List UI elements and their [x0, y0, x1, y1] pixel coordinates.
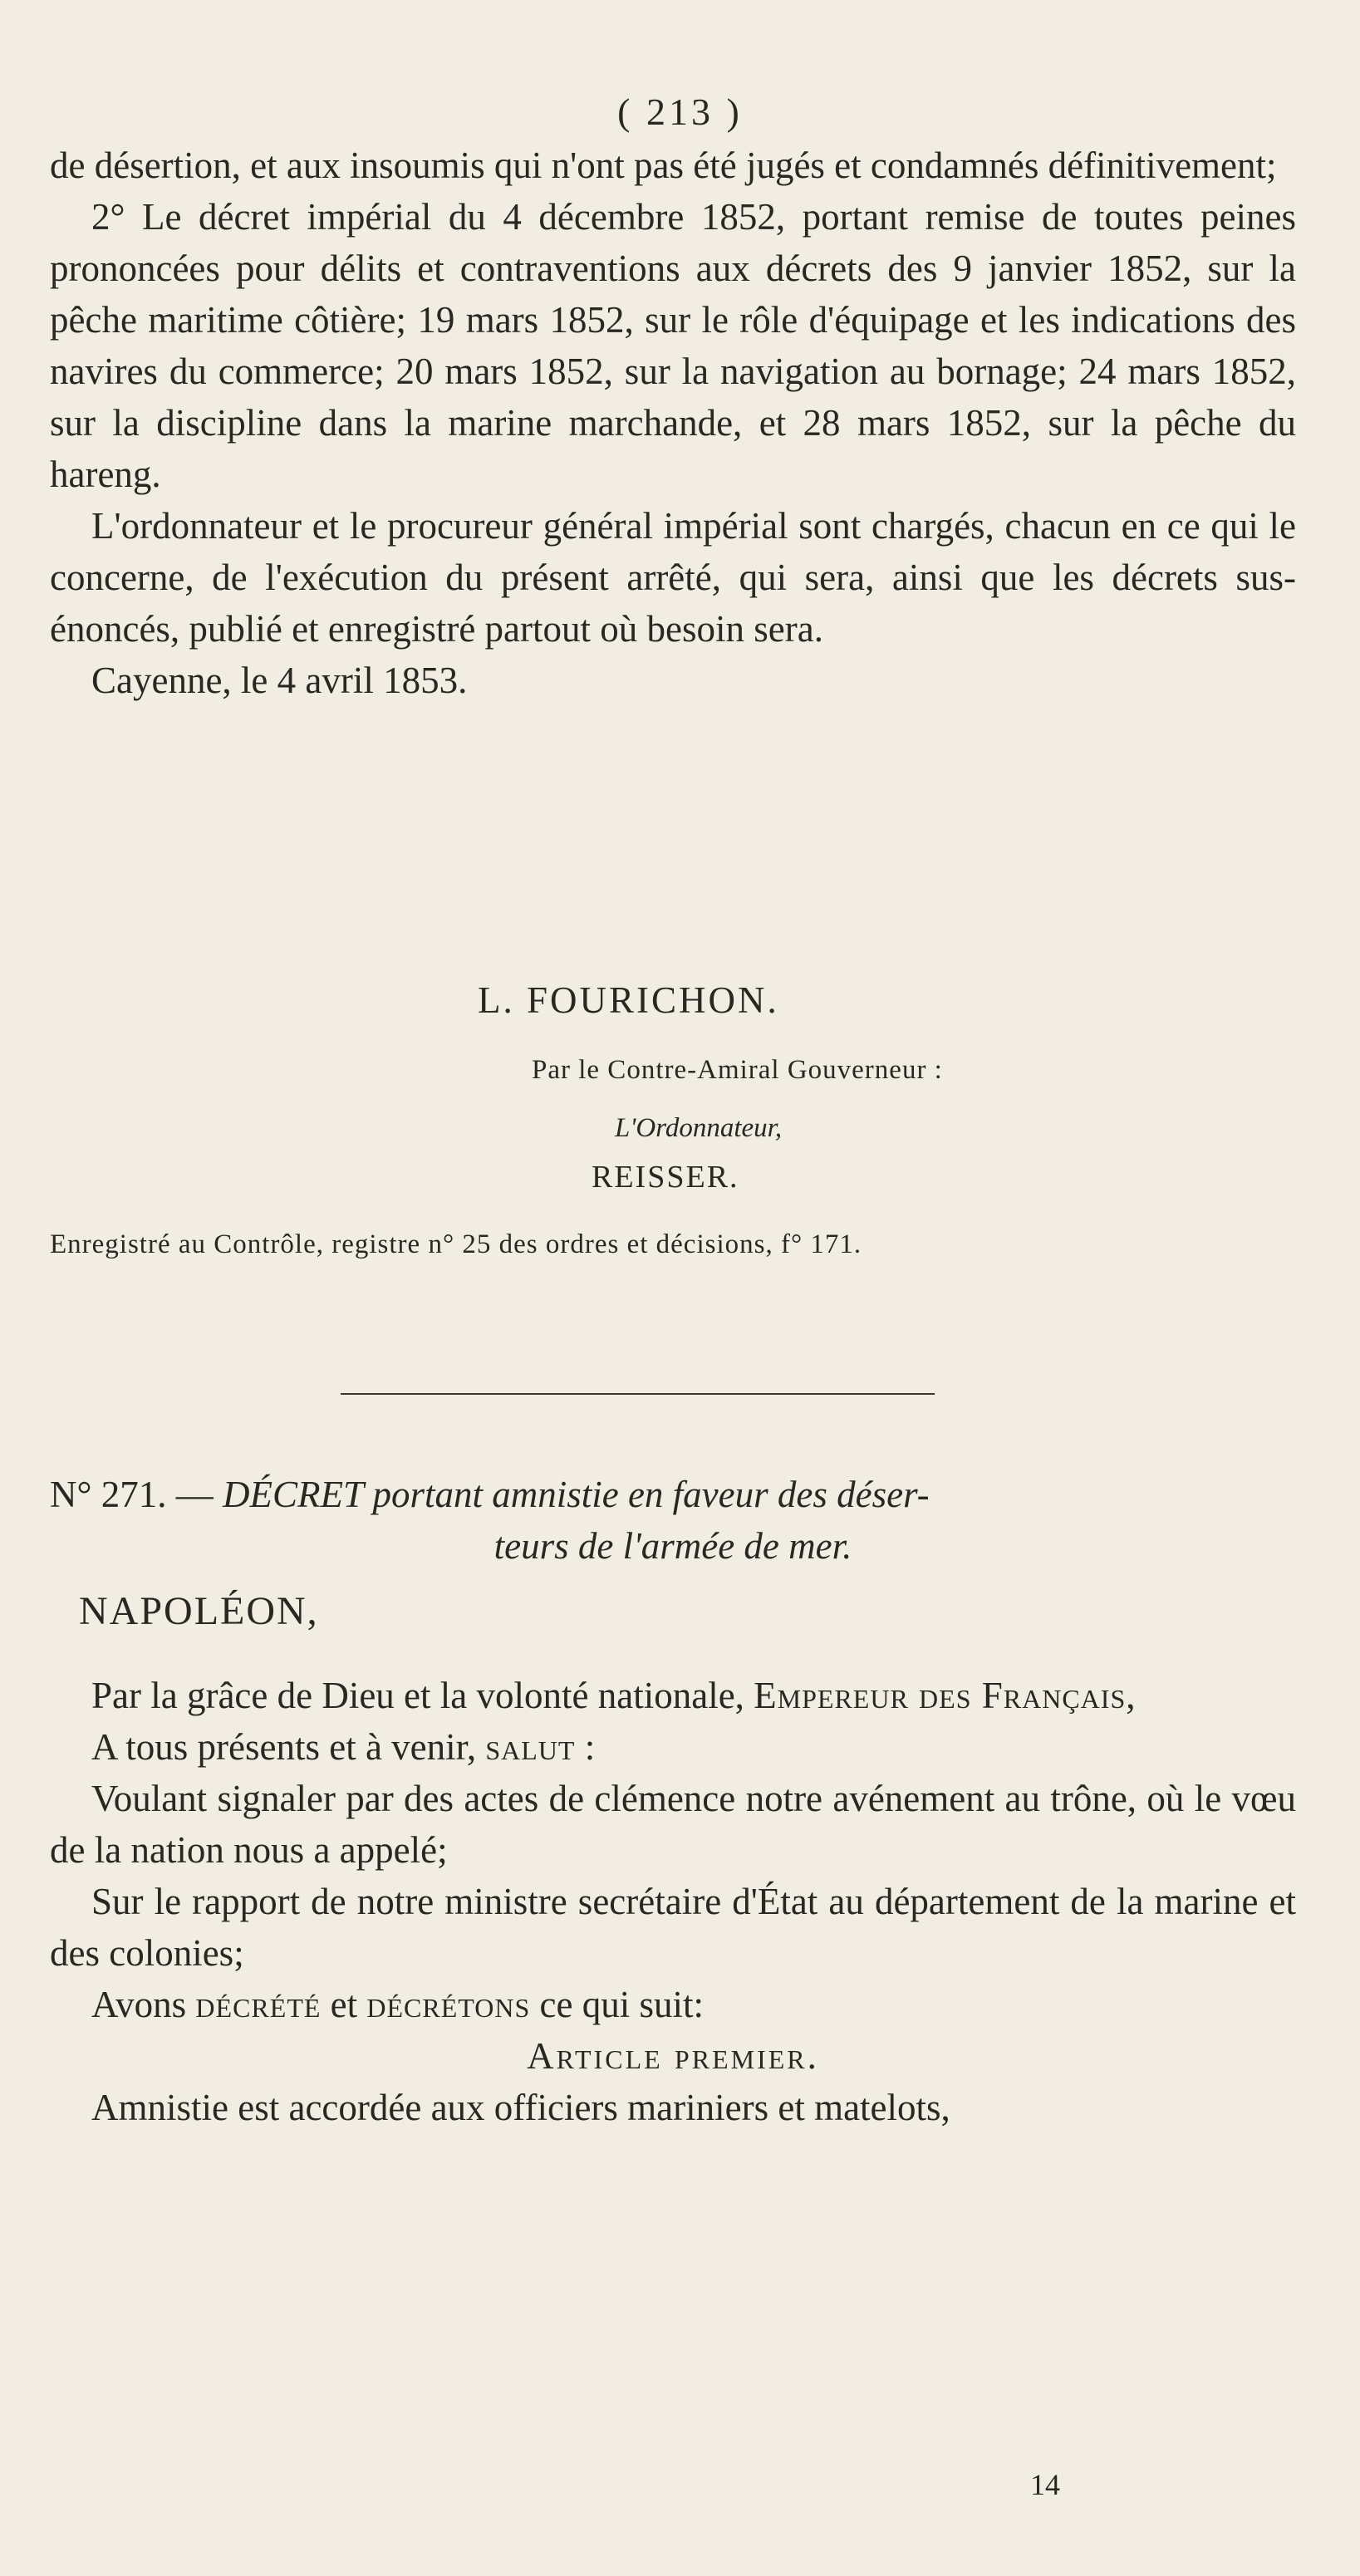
signature-by-line: Par le Contre-Amiral Gouverneur : — [532, 1055, 943, 1085]
page-number-header: ( 213 ) — [617, 91, 743, 133]
section-divider — [341, 1393, 935, 1395]
governor-signature: L. FOURICHON. — [478, 979, 779, 1021]
paragraph-decree-reference: 2° Le décret impérial du 4 décembre 1852, portant remise de toutes peines prononcées pour délits et contraventions aux décrets des 9 janvier 1852, sur la pêche maritime côtière; 19 mars 1852, sur le rôle d'équipage et les indications des navires du commerce; 20 mars 1852, sur la navigation au bornage; 24 mars 1852, sur la discipline dans la marine marchande, et 28 mars 1852, sur la pêche du hareng. — [50, 196, 1296, 495]
decree-number: N° 271. — [50, 1474, 167, 1515]
paragraph-clemence: Voulant signaler par des actes de clémence notre avénement au trône, où le vœu de la nation nous a appelé; — [50, 1778, 1296, 1871]
decree-dash: — — [175, 1474, 214, 1515]
paragraph-continuation: de désertion, et aux insoumis qui n'ont pas été jugés et condamnés définitivement; — [50, 145, 1277, 186]
place-and-date: Cayenne, le 4 avril 1853. — [91, 660, 468, 701]
signature-signer: REISSER. — [592, 1160, 739, 1195]
signature-role: L'Ordonnateur, — [615, 1113, 783, 1143]
top-section — [50, 140, 1296, 706]
signature-mark: 14 — [1030, 2468, 1060, 2501]
sovereign-name: NAPOLÉON, — [79, 1589, 319, 1633]
decree-title-line1: DÉCRET portant amnistie en faveur des déser- — [223, 1474, 930, 1515]
decree-title-line2: teurs de l'armée de mer. — [493, 1525, 852, 1567]
paragraph-decretons: Avons décrété et décrétons ce qui suit: — [91, 1984, 704, 2025]
registration-note: Enregistré au Contrôle, registre n° 25 des ordres et décisions, f° 171. — [50, 1229, 862, 1259]
paragraph-salut: A tous présents et à venir, salut : — [91, 1726, 596, 1768]
decree-body — [50, 1670, 1296, 2133]
paragraph-rapport: Sur le rapport de notre ministre secrétaire d'État au département de la marine et des colonies; — [50, 1881, 1296, 1974]
paragraph-execution-clause: L'ordonnateur et le procureur général impérial sont chargés, chacun en ce qui le concerne, de l'exécution du présent arrêté, qui sera, ainsi que les décrets sus-énoncés, publié et enregistré partout où besoin sera. — [50, 505, 1296, 650]
decree-title — [50, 1469, 1296, 1572]
article-heading: Article premier. — [527, 2035, 819, 2077]
article-text: Amnistie est accordée aux officiers mariniers et matelots, — [91, 2087, 950, 2128]
paragraph-grace: Par la grâce de Dieu et la volonté nationale, Empereur des Français, — [91, 1675, 1136, 1716]
